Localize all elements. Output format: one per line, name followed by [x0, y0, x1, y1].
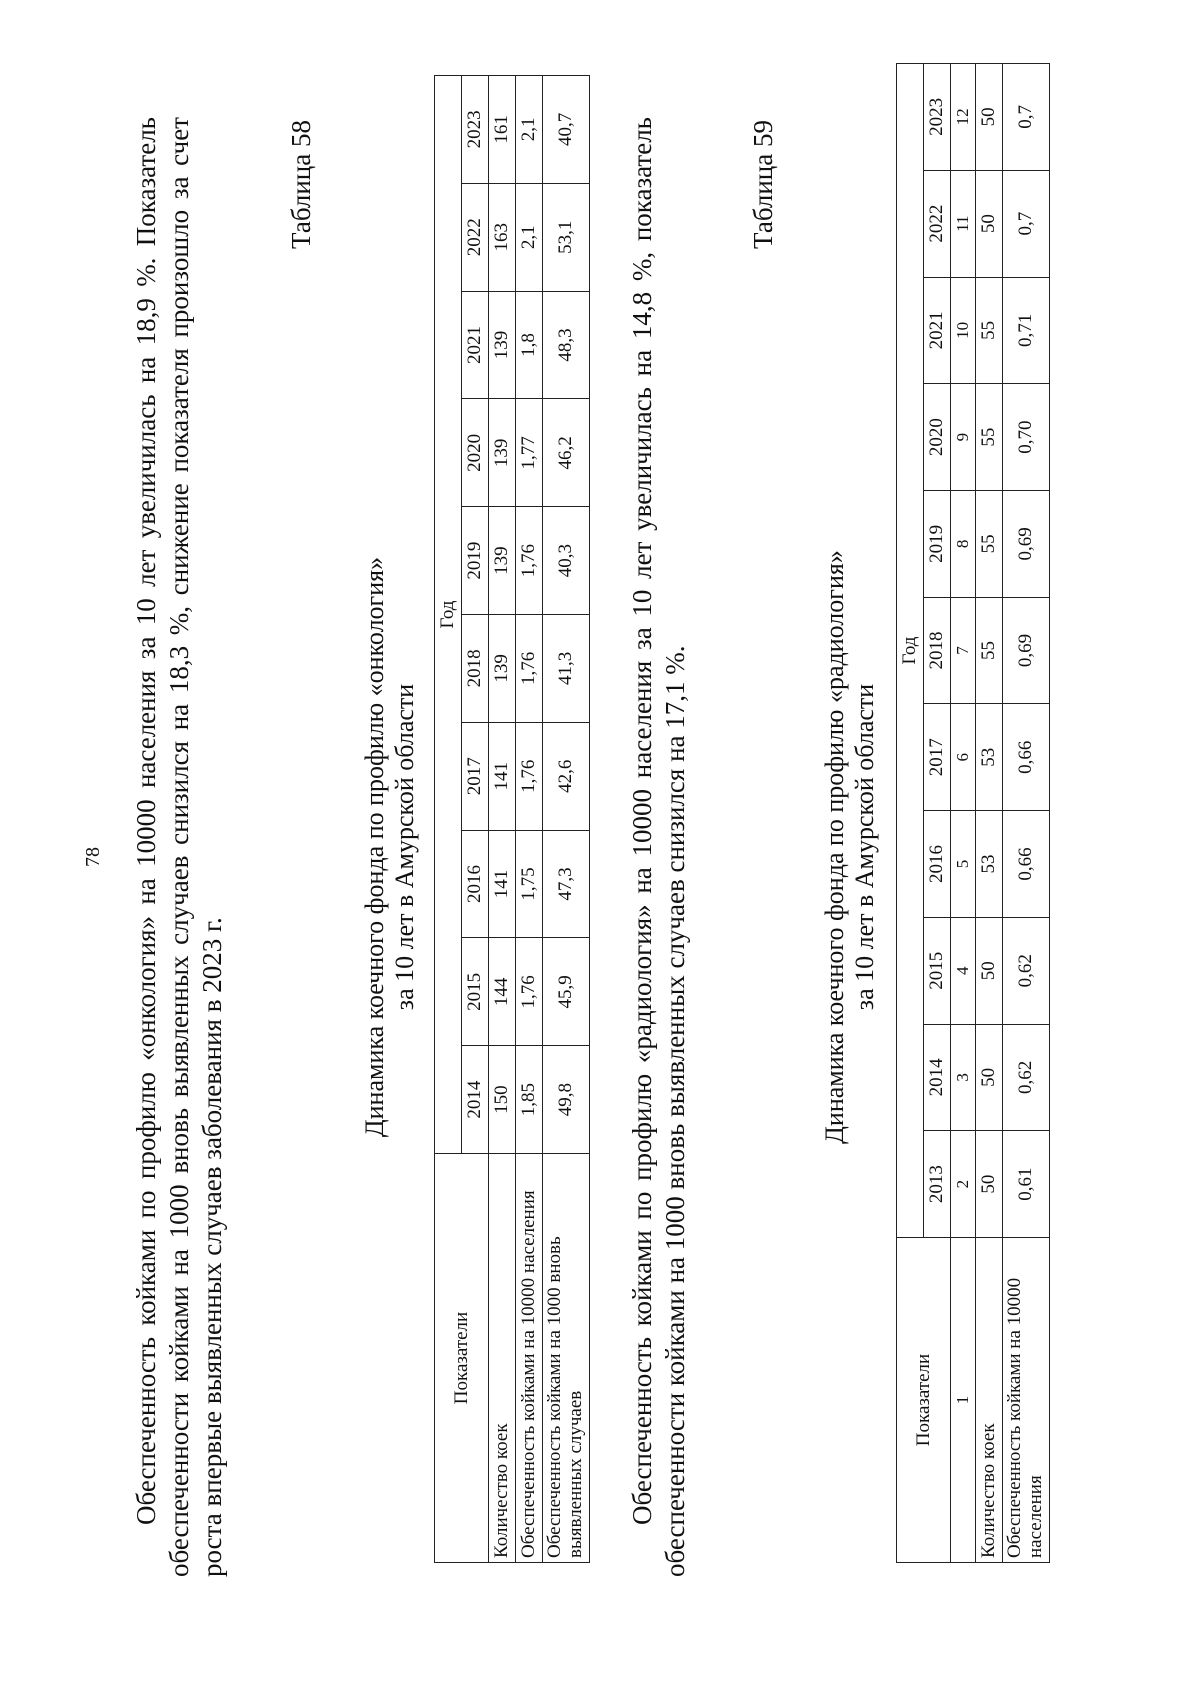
row-label: Обеспеченность койками на 1000 вновь выявленных случаев — [543, 1154, 590, 1563]
table-cell: 40,3 — [543, 507, 590, 615]
table-58-label: Таблица 58 — [286, 120, 316, 249]
table-59-label: Таблица 59 — [748, 120, 778, 249]
table-cell: 0,70 — [1003, 384, 1050, 491]
table-59-year: 2018 — [924, 597, 951, 704]
numbering-cell: 6 — [951, 704, 976, 811]
table-cell: 0,71 — [1003, 277, 1050, 384]
table-58-year: 2018 — [462, 615, 489, 723]
table-59-caption-line1: Динамика коечного фонда по профилю «радиология» — [820, 550, 849, 1144]
table-59 — [896, 63, 1050, 1563]
paragraph-radiology-text: Обеспеченность койками по профилю «радиология» на 10000 населения за 10 лет увеличилась на 14,8 %, показатель обеспеченности койками на 1000 вновь выявленных случаев снизился на 17,1 %. — [627, 117, 690, 1577]
table-59-header-year: Год — [897, 64, 924, 1238]
table-cell: 55 — [976, 277, 1003, 384]
page-number: 78 — [82, 847, 104, 867]
table-cell: 53 — [976, 704, 1003, 811]
table-cell: 1,77 — [516, 399, 543, 507]
table-cell: 141 — [489, 830, 516, 938]
table-59-year: 2021 — [924, 277, 951, 384]
table-cell: 2,1 — [516, 183, 543, 291]
table-cell: 1,76 — [516, 507, 543, 615]
table-row — [976, 64, 1003, 1563]
table-cell: 55 — [976, 490, 1003, 597]
table-cell: 0,62 — [1003, 1024, 1050, 1131]
table-cell: 45,9 — [543, 938, 590, 1046]
table-row — [516, 76, 543, 1563]
row-label: Обеспеченность койками на 10000 населения — [1003, 1238, 1050, 1563]
table-cell: 50 — [976, 170, 1003, 277]
table-cell: 1,76 — [516, 615, 543, 723]
numbering-cell: 11 — [951, 170, 976, 277]
table-cell: 53,1 — [543, 183, 590, 291]
table-cell: 48,3 — [543, 291, 590, 399]
table-58-year: 2015 — [462, 938, 489, 1046]
table-58-year: 2016 — [462, 830, 489, 938]
table-cell: 150 — [489, 1046, 516, 1154]
table-cell: 0,66 — [1003, 704, 1050, 811]
numbering-cell: 8 — [951, 490, 976, 597]
table-58-caption — [360, 97, 420, 1597]
table-59-header-indicator: Показатели — [897, 1238, 951, 1563]
table-cell: 50 — [976, 64, 1003, 171]
numbering-cell: 1 — [951, 1238, 976, 1563]
numbering-cell: 9 — [951, 384, 976, 491]
table-58-year: 2019 — [462, 507, 489, 615]
table-59-year: 2015 — [924, 917, 951, 1024]
table-cell: 40,7 — [543, 76, 590, 184]
row-label: Обеспеченность койками на 10000 населения — [516, 1154, 543, 1563]
table-59-year: 2020 — [924, 384, 951, 491]
table-row — [543, 76, 590, 1563]
table-cell: 139 — [489, 291, 516, 399]
table-numbering-row — [951, 64, 976, 1563]
table-58-year: 2023 — [462, 76, 489, 184]
table-cell: 47,3 — [543, 830, 590, 938]
table-cell: 55 — [976, 597, 1003, 704]
table-58 — [434, 75, 590, 1563]
table-cell: 139 — [489, 615, 516, 723]
table-58-year: 2017 — [462, 722, 489, 830]
table-58-header-year: Год — [435, 76, 462, 1154]
table-cell: 42,6 — [543, 722, 590, 830]
table-cell: 46,2 — [543, 399, 590, 507]
table-cell: 1,85 — [516, 1046, 543, 1154]
paragraph-radiology — [626, 117, 692, 1577]
table-58-caption-line2: за 10 лет в Амурской области — [389, 683, 419, 1011]
table-cell: 55 — [976, 384, 1003, 491]
table-cell: 1,76 — [516, 722, 543, 830]
numbering-cell: 5 — [951, 811, 976, 918]
table-row — [489, 76, 516, 1563]
table-cell: 0,62 — [1003, 917, 1050, 1024]
numbering-cell: 2 — [951, 1131, 976, 1238]
table-cell: 41,3 — [543, 615, 590, 723]
table-row — [1003, 64, 1050, 1563]
table-59-year: 2022 — [924, 170, 951, 277]
table-59-caption — [820, 97, 880, 1597]
table-cell: 163 — [489, 183, 516, 291]
table-59-year: 2014 — [924, 1024, 951, 1131]
table-cell: 0,61 — [1003, 1131, 1050, 1238]
numbering-cell: 12 — [951, 64, 976, 171]
numbering-cell: 4 — [951, 917, 976, 1024]
table-cell: 0,69 — [1003, 597, 1050, 704]
table-cell: 144 — [489, 938, 516, 1046]
table-cell: 1,76 — [516, 938, 543, 1046]
table-58-year: 2022 — [462, 183, 489, 291]
numbering-cell: 3 — [951, 1024, 976, 1131]
table-59-year: 2013 — [924, 1131, 951, 1238]
paragraph-oncology — [130, 117, 229, 1577]
table-58-year: 2014 — [462, 1046, 489, 1154]
numbering-cell: 10 — [951, 277, 976, 384]
table-cell: 1,8 — [516, 291, 543, 399]
table-cell: 0,66 — [1003, 811, 1050, 918]
row-label: Количество коек — [976, 1238, 1003, 1563]
table-59-caption-line2: за 10 лет в Амурской области — [849, 683, 879, 1011]
table-59-year: 2017 — [924, 704, 951, 811]
table-59-year: 2016 — [924, 811, 951, 918]
table-cell: 50 — [976, 1024, 1003, 1131]
table-58-year: 2021 — [462, 291, 489, 399]
table-cell: 49,8 — [543, 1046, 590, 1154]
table-59-year: 2023 — [924, 64, 951, 171]
table-cell: 2,1 — [516, 76, 543, 184]
table-cell: 1,75 — [516, 830, 543, 938]
table-58-caption-line1: Динамика коечного фонда по профилю «онкология» — [360, 556, 389, 1138]
table-cell: 50 — [976, 917, 1003, 1024]
table-59-year: 2019 — [924, 490, 951, 597]
table-cell: 139 — [489, 399, 516, 507]
numbering-cell: 7 — [951, 597, 976, 704]
table-cell: 141 — [489, 722, 516, 830]
paragraph-oncology-text: Обеспеченность койками по профилю «онкология» на 10000 населения за 10 лет увеличилась на 18,9 %. Показатель обеспеченности койками на 1000 вновь выявленных случаев снизился на 18,3 %, снижение показателя произошло за счет роста впервые выявленных случаев заболевания в 2023 г. — [131, 117, 227, 1577]
table-cell: 0,7 — [1003, 170, 1050, 277]
table-cell: 50 — [976, 1131, 1003, 1238]
row-label: Количество коек — [489, 1154, 516, 1563]
table-cell: 0,7 — [1003, 64, 1050, 171]
table-cell: 0,69 — [1003, 490, 1050, 597]
table-cell: 161 — [489, 76, 516, 184]
table-58-header-indicator: Показатели — [435, 1154, 489, 1563]
table-58-year: 2020 — [462, 399, 489, 507]
table-cell: 139 — [489, 507, 516, 615]
table-cell: 53 — [976, 811, 1003, 918]
